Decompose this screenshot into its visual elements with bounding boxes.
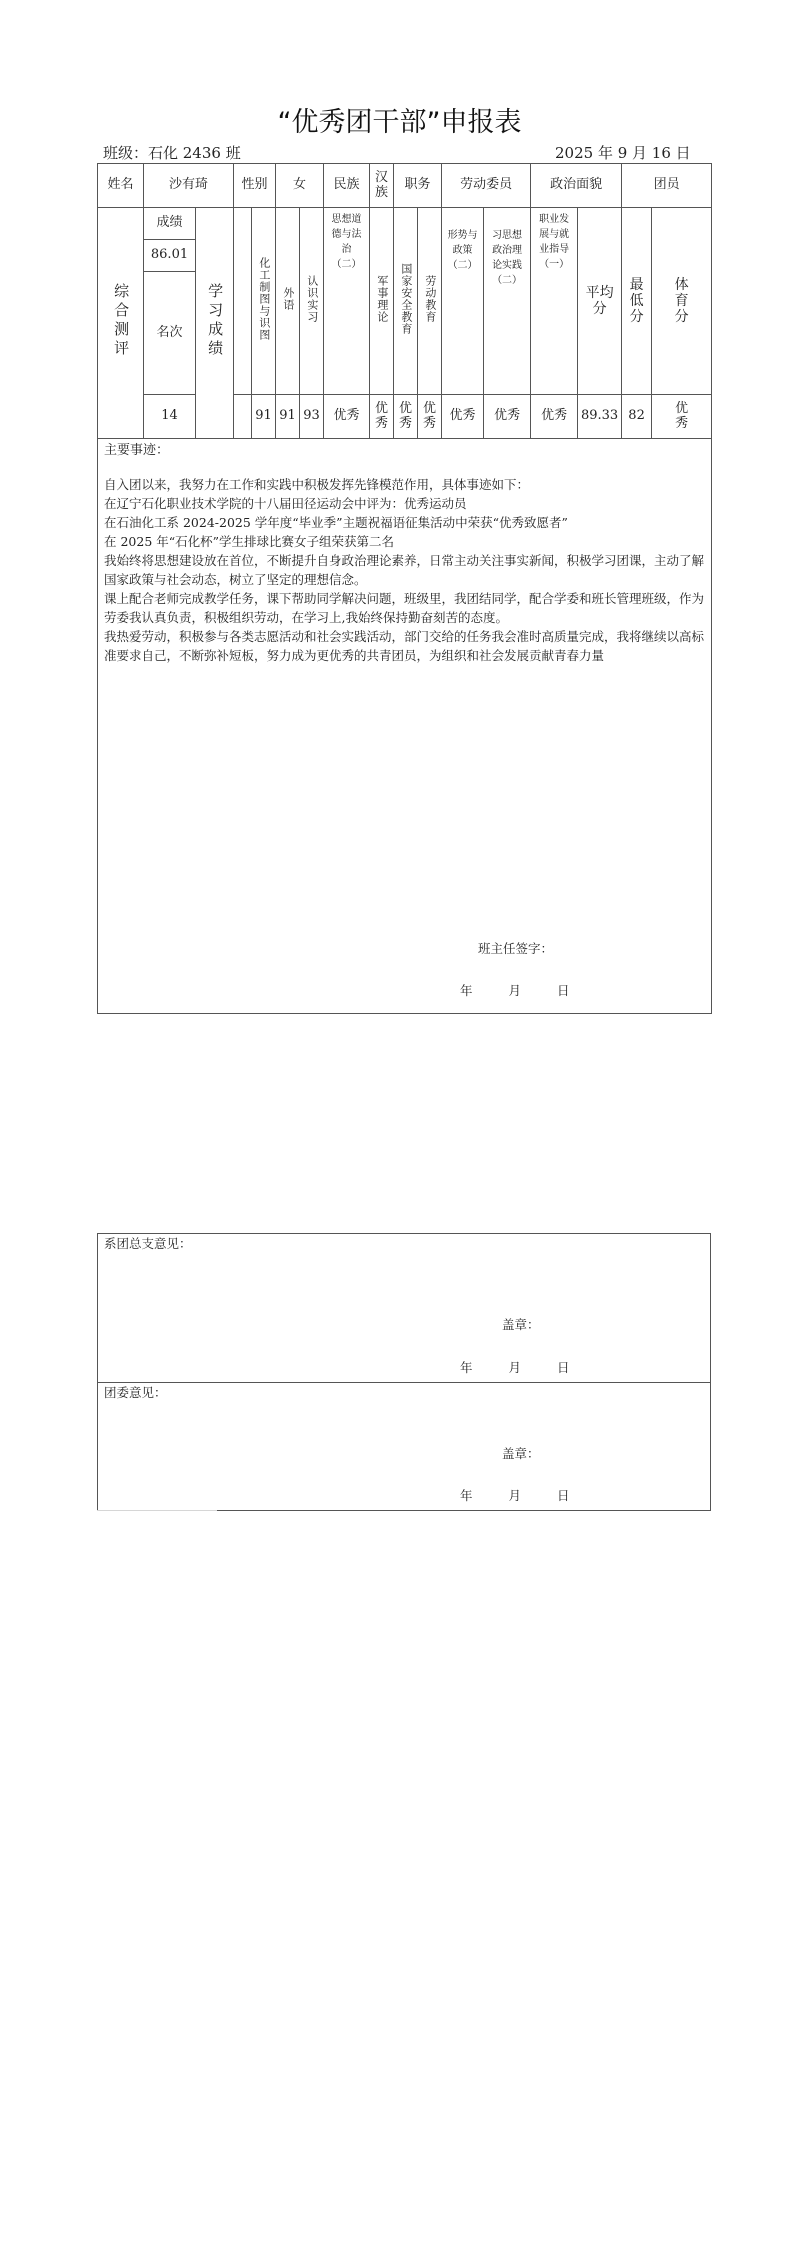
score-cell: 优秀: [394, 395, 418, 439]
main-deeds-cell: [98, 439, 712, 1014]
pe-value: 优秀: [652, 395, 712, 439]
committee-opinion-cell: [98, 1383, 711, 1511]
average-label: 平均分: [578, 208, 622, 395]
score-cell: 优秀: [442, 395, 484, 439]
gender-label: 性别: [234, 164, 276, 208]
score-cell: 优秀: [418, 395, 442, 439]
lowest-value: 82: [622, 395, 652, 439]
ethnicity-label: 民族: [324, 164, 370, 208]
score-cell: 优秀: [370, 395, 394, 439]
form-date: 2025 年 9 月 16 日: [555, 144, 691, 162]
committee-date: 年 月 日: [460, 1488, 570, 1503]
teacher-signature-label: 班主任签字：: [478, 941, 554, 956]
score-cell: 优秀: [324, 395, 370, 439]
rank-value: 14: [144, 395, 196, 439]
grade-value: 86.01: [144, 240, 196, 272]
committee-seal-label: 盖章：: [502, 1446, 540, 1461]
branch-opinion-cell: [98, 1234, 711, 1383]
branch-seal-label: 盖章：: [502, 1317, 540, 1332]
position-label: 职务: [394, 164, 442, 208]
deeds-paragraph: 在 2025 年“石化杯”学生排球比赛女子组荣获第二名: [104, 533, 395, 549]
rank-label: 名次: [144, 272, 196, 395]
deeds-paragraph: 在石油化工系 2024-2025 学年度“毕业季”主题祝福语征集活动中荣获“优秀致愿者”: [104, 514, 568, 530]
divider: [97, 1510, 217, 1511]
deeds-paragraph: 自入团以来，我努力在工作和实践中积极发挥先锋模范作用，具体事迹如下：: [104, 476, 530, 492]
subject-header: 职业发展与就业指导（一）: [531, 208, 578, 395]
score-cell: 91: [276, 395, 300, 439]
branch-date: 年 月 日: [460, 1360, 570, 1375]
eval-section-label: 综合测评: [98, 208, 144, 439]
deeds-heading: 主要事迹：: [104, 443, 170, 458]
name-value: 沙有琦: [144, 164, 234, 208]
score-cell: 优秀: [484, 395, 531, 439]
class-info: 班级：石化 2436 班: [103, 144, 241, 162]
political-value: 团员: [622, 164, 712, 208]
position-value: 劳动委员: [442, 164, 531, 208]
score-cell: 91: [252, 395, 276, 439]
deeds-paragraph: 我始终将思想建设放在首位，不断提升自身政治理论素养，日常主动关注事实新闻，积极学习团课，主动了解国家政策与社会动态，树立了坚定的理想信念。: [104, 552, 705, 587]
deeds-paragraph: 我热爱劳动，积极参与各类志愿活动和社会实践活动，部门交给的任务我会准时高质量完成，我将继续以高标准要求自己，不断弥补短板，努力成为更优秀的共青团员，为组织和社会发展贡献青春力量: [104, 628, 705, 663]
subject-header: 化工制图与识图: [252, 208, 276, 395]
score-cell: 优秀: [531, 395, 578, 439]
ethnicity-value: 汉族: [370, 164, 394, 208]
opinions-table: [97, 1233, 711, 1511]
subject-header: 劳动教育: [418, 208, 442, 395]
basic-info-row: [98, 164, 712, 208]
scores-row: [98, 395, 712, 439]
pe-label: 体育分: [652, 208, 712, 395]
gender-value: 女: [276, 164, 324, 208]
subject-header: 国家安全教育: [394, 208, 418, 395]
branch-opinion-label: 系团总支意见：: [104, 1236, 192, 1251]
subject-header: 形势与政策（二）: [442, 208, 484, 395]
committee-opinion-label: 团委意见：: [104, 1385, 167, 1400]
page-title: “优秀团干部”申报表: [277, 107, 522, 138]
deeds-paragraph: 课上配合老师完成教学任务，课下帮助同学解决问题，班级里，我团结同学，配合学委和班长管理班级，作为劳委我认真负责，积极组织劳动，在学习上,我始终保持勤奋刻苦的态度。: [104, 590, 705, 625]
average-value: 89.33: [578, 395, 622, 439]
political-label: 政治面貌: [531, 164, 622, 208]
subject-header: 思想道德与法治（二）: [324, 208, 370, 395]
deeds-paragraph: 在辽宁石化职业技术学院的十八届田径运动会中评为：优秀运动员: [104, 495, 467, 511]
lowest-label: 最低分: [622, 208, 652, 395]
score-cell: 93: [300, 395, 324, 439]
subject-header: 军事理论: [370, 208, 394, 395]
subject-header: 认识实习: [300, 208, 324, 395]
subject-header: 习思想政治理论实践（二）: [484, 208, 531, 395]
subject-header: 外语: [276, 208, 300, 395]
grade-label: 成绩: [144, 208, 196, 240]
study-label: 学习成绩: [196, 208, 234, 439]
name-label: 姓名: [98, 164, 144, 208]
signature-date: 年 月 日: [460, 983, 570, 998]
application-form-table: [97, 163, 712, 1014]
